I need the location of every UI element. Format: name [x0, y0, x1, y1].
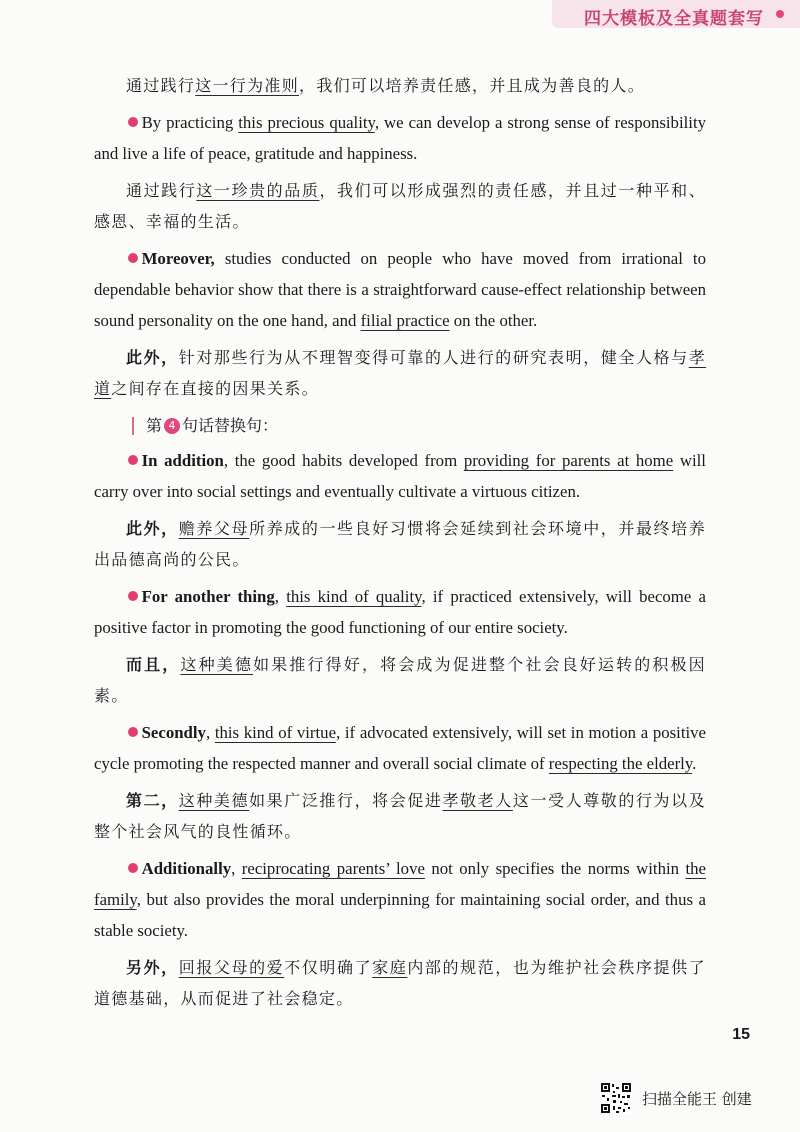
- header-dot-icon: [776, 10, 784, 18]
- english-sentence-3: In addition, the good habits developed from providing for parents at home will carry over into social settings and eventually cultivate a virtuous citizen.: [94, 451, 706, 501]
- english-sentence-1: By practicing this precious quality, we can develop a strong sense of responsibility and live a life of peace, gratitude and happiness.: [94, 113, 706, 163]
- qr-code-icon: [600, 1082, 632, 1114]
- page-content: [94, 70, 706, 1014]
- scanner-watermark-text: 扫描全能王 创建: [642, 1090, 752, 1108]
- bullet-dot-icon: [128, 863, 138, 873]
- chinese-translation-5: 而且，这种美德如果推行得好，将会成为促进整个社会良好运转的积极因素。: [94, 655, 706, 705]
- chinese-translation-1: 通过践行这一行为准则，我们可以培养责任感，并且成为善良的人。: [126, 76, 646, 95]
- chinese-translation-3: 此外，针对那些行为从不理智变得可靠的人进行的研究表明，健全人格与孝道之间存在直接的因果关系。: [94, 348, 707, 398]
- bullet-dot-icon: [128, 727, 138, 737]
- section-bar: [132, 417, 134, 435]
- english-sentence-5: Secondly, this kind of virtue, if advocated extensively, will set in motion a positive cycle promoting the respected manner and overall social climate of respecting the elderly.: [94, 723, 706, 773]
- section-number-badge: 4: [164, 418, 180, 434]
- bullet-dot-icon: [128, 591, 138, 601]
- chinese-translation-4: 此外，赡养父母所养成的一些良好习惯将会延续到社会环境中，并最终培养出品德高尚的公民。: [94, 519, 707, 569]
- section-heading: 第 4 句话替换句：: [94, 410, 706, 441]
- bullet-dot-icon: [128, 117, 138, 127]
- chinese-translation-6: 第二，这种美德如果广泛推行，将会促进孝敬老人这一受人尊敬的行为以及整个社会风气的良性循环。: [94, 791, 706, 841]
- chinese-translation-2: 通过践行这一珍贵的品质，我们可以形成强烈的责任感，并且过一种平和、感恩、幸福的生活。: [94, 181, 706, 231]
- bullet-dot-icon: [128, 253, 138, 263]
- header-title: 四大模板及全真题套写: [584, 9, 764, 29]
- english-sentence-2: Moreover, studies conducted on people who have moved from irrational to dependable behavior show that there is a straightforward cause-effect relationship between sound personality on the one hand, and filial practice on the other.: [94, 249, 706, 330]
- bullet-dot-icon: [128, 455, 138, 465]
- chinese-translation-7: 另外，回报父母的爱不仅明确了家庭内部的规范，也为维护社会秩序提供了道德基础，从而促进了社会稳定。: [94, 958, 706, 1008]
- page-number: 15: [732, 1026, 750, 1043]
- english-sentence-4: For another thing, this kind of quality, if practiced extensively, will become a positive factor in promoting the good functioning of our entire society.: [94, 587, 706, 637]
- english-sentence-6: Additionally, reciprocating parents’ love not only specifies the norms within the family, but also provides the moral underpinning for maintaining social order, and thus a stable society.: [94, 859, 706, 940]
